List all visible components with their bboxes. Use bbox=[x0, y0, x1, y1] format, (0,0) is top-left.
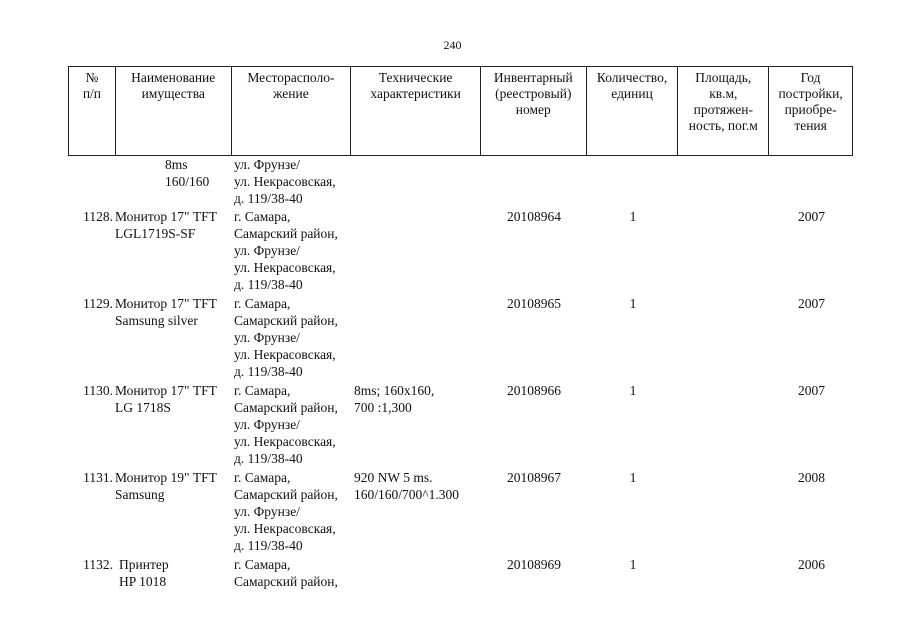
header-name: Наименование имущества bbox=[116, 67, 232, 155]
cell-inventory bbox=[481, 156, 587, 208]
cell-quantity: 1 bbox=[629, 209, 637, 224]
cell-year: 2008 bbox=[798, 470, 825, 485]
header-area: Площадь, кв.м, протяжен- ность, пог.м bbox=[678, 67, 769, 155]
cell-inventory: 20108969 bbox=[507, 557, 561, 572]
header-location: Месторасполо- жение bbox=[232, 67, 352, 155]
cell-area bbox=[679, 556, 770, 596]
cell-num bbox=[68, 156, 115, 208]
cell-inventory: 20108967 bbox=[507, 470, 561, 485]
cell-location: ул. Фрунзе/ ул. Некрасовская, д. 119/38-40 bbox=[234, 157, 336, 206]
cell-num: 1129. bbox=[83, 296, 113, 311]
cell-area bbox=[679, 156, 770, 208]
header-num: № п/п bbox=[69, 67, 116, 155]
cell-quantity: 1 bbox=[629, 557, 637, 572]
table-row bbox=[68, 382, 853, 469]
table-header bbox=[68, 66, 853, 156]
cell-tech bbox=[351, 556, 481, 596]
cell-name: Монитор 17" TFT LGL1719S-SF bbox=[115, 209, 217, 241]
cell-area bbox=[679, 295, 770, 382]
cell-num: 1130. bbox=[83, 383, 113, 398]
cell-area bbox=[679, 208, 770, 295]
cell-location: г. Самара, Самарский район, ул. Фрунзе/ ул. Некрасовская, д. 119/38-40 bbox=[234, 209, 338, 292]
cell-quantity: 1 bbox=[629, 383, 637, 398]
cell-area bbox=[679, 469, 770, 556]
cell-year: 2007 bbox=[798, 296, 825, 311]
header-quantity: Количество, единиц bbox=[587, 67, 679, 155]
page-number: 240 bbox=[443, 38, 462, 52]
cell-location: г. Самара, Самарский район, ул. Фрунзе/ ул. Некрасовская, д. 119/38-40 bbox=[234, 296, 338, 379]
cell-year: 2007 bbox=[798, 383, 825, 398]
cell-area bbox=[679, 382, 770, 469]
cell-name: Монитор 17" TFT Samsung silver bbox=[115, 296, 217, 328]
cell-inventory: 20108965 bbox=[507, 296, 561, 311]
table-row bbox=[68, 295, 853, 382]
table-row-continuation bbox=[68, 156, 853, 208]
table-body bbox=[68, 156, 853, 596]
cell-quantity bbox=[587, 156, 679, 208]
cell-tech bbox=[351, 156, 481, 208]
cell-year: 2006 bbox=[798, 557, 825, 572]
cell-quantity: 1 bbox=[629, 470, 637, 485]
cell-name: Принтер HP 1018 bbox=[119, 557, 169, 589]
header-year: Год постройки, приобре- тения bbox=[778, 70, 843, 133]
cell-tech: 920 NW 5 ms. 160/160/700^1.300 bbox=[354, 470, 459, 502]
table-row bbox=[68, 208, 853, 295]
header-tech: Технические характеристики bbox=[351, 67, 481, 155]
table-row bbox=[68, 556, 853, 596]
cell-tech bbox=[351, 295, 481, 382]
cell-inventory: 20108966 bbox=[507, 383, 561, 398]
cell-name: Монитор 17" TFT LG 1718S bbox=[115, 383, 217, 415]
cell-num: 1131. bbox=[83, 470, 113, 485]
cell-inventory: 20108964 bbox=[507, 209, 561, 224]
cell-tech bbox=[351, 208, 481, 295]
cell-location: г. Самара, Самарский район, ул. Фрунзе/ ул. Некрасовская, д. 119/38-40 bbox=[234, 470, 338, 553]
cell-year bbox=[770, 156, 853, 208]
cell-num: 1132. bbox=[83, 557, 113, 572]
cell-name: 8ms 160/160 bbox=[165, 157, 210, 189]
header-inventory: Инвентарный (реестровый) номер bbox=[481, 67, 587, 155]
cell-tech: 8ms; 160x160, 700 :1,300 bbox=[354, 383, 435, 415]
cell-location: г. Самара, Самарский район, ул. Фрунзе/ ул. Некрасовская, д. 119/38-40 bbox=[234, 383, 338, 466]
cell-year: 2007 bbox=[798, 209, 825, 224]
cell-quantity: 1 bbox=[629, 296, 637, 311]
table-row bbox=[68, 469, 853, 556]
cell-location: г. Самара, Самарский район, bbox=[234, 557, 338, 589]
cell-name: Монитор 19" TFT Samsung bbox=[115, 470, 217, 502]
cell-num: 1128. bbox=[83, 209, 113, 224]
